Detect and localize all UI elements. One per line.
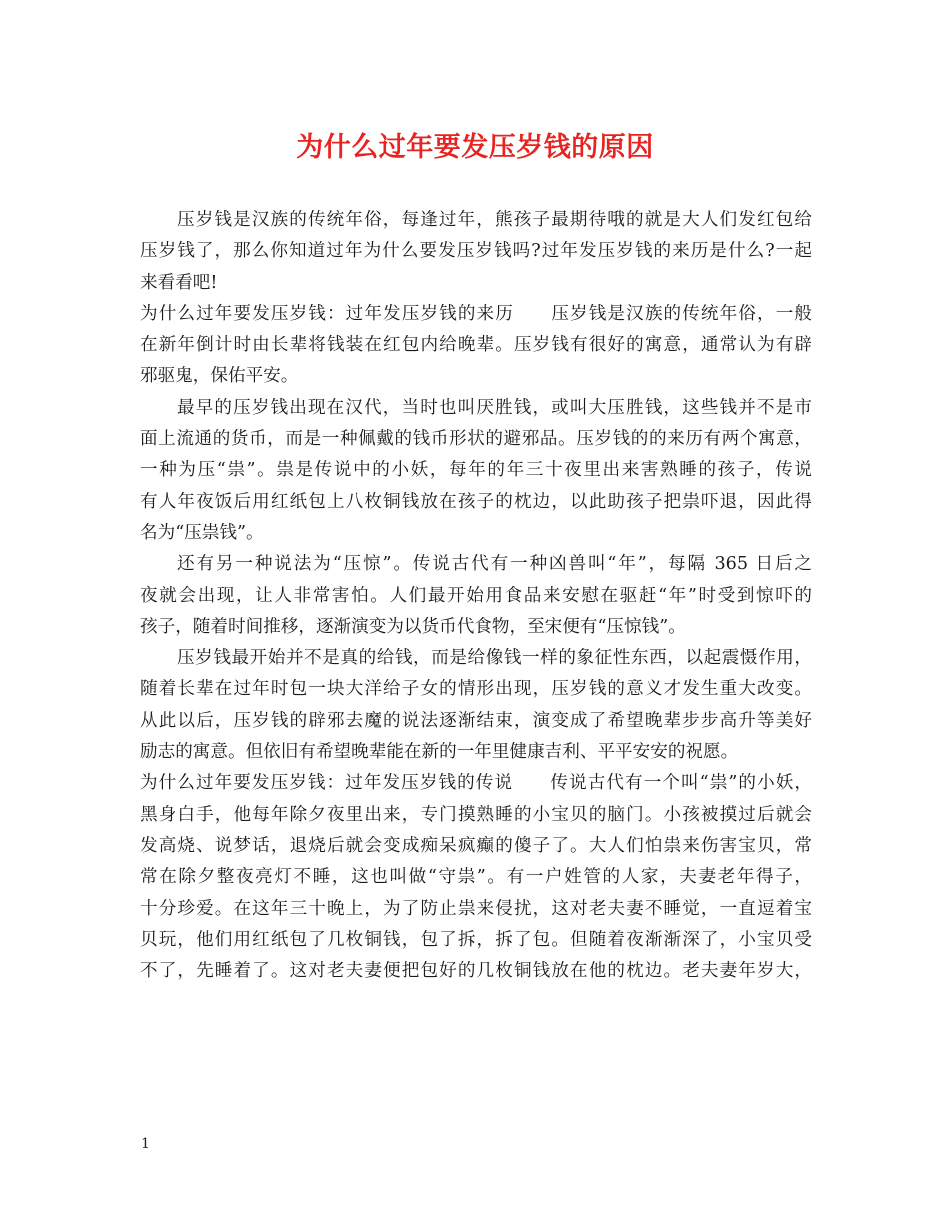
paragraph-line: 常在除夕整夜亮灯不睡，这也叫做“守祟”。有一户姓管的人家，夫妻老年得子， <box>140 867 812 888</box>
paragraph-line: 为什么过年要发压岁钱：过年发压岁钱的来历 压岁钱是汉族的传统年俗，一般 <box>140 303 812 324</box>
paragraph-line: 夜就会出现，让人非常害怕。人们最开始用食品来安慰在驱赶“年”时受到惊吓的 <box>140 585 812 606</box>
paragraph-line: 为什么过年要发压岁钱：过年发压岁钱的传说 传说古代有一个叫“祟”的小妖， <box>140 773 812 794</box>
paragraph-line: 励志的寓意。但依旧有希望晚辈能在新的一年里健康吉利、平平安安的祝愿。 <box>140 742 739 763</box>
paragraph-line: 在新年倒计时由长辈将钱装在红包内给晚辈。压岁钱有很好的寓意，通常认为有辟 <box>140 335 812 356</box>
paragraph-line: 还有另一种说法为“压惊”。传说古代有一种凶兽叫“年”，每隔 365 日后之 <box>177 554 812 575</box>
paragraph-line: 一种为压“祟”。祟是传说中的小妖，每年的年三十夜里出来害熟睡的孩子，传说 <box>140 460 812 481</box>
paragraph-line: 发高烧、说梦话，退烧后就会变成痴呆疯癫的傻子了。大人们怕祟来伤害宝贝，常 <box>140 835 812 856</box>
paragraph-line: 最早的压岁钱出现在汉代，当时也叫厌胜钱，或叫大压胜钱，这些钱并不是市 <box>177 397 812 418</box>
paragraph-line: 压岁钱最开始并不是真的给钱，而是给像钱一样的象征性东西，以起震慑作用， <box>177 648 812 669</box>
paragraph-line: 随着长辈在过年时包一块大洋给子女的情形出现，压岁钱的意义才发生重大改变。 <box>140 679 812 700</box>
paragraph-line: 邪驱鬼，保佑平安。 <box>140 366 299 387</box>
paragraph-line: 压岁钱了，那么你知道过年为什么要发压岁钱吗?过年发压岁钱的来历是什么?一起 <box>140 241 812 262</box>
paragraph-line: 黑身白手，他每年除夕夜里出来，专门摸熟睡的小宝贝的脑门。小孩被摸过后就会 <box>140 804 812 825</box>
document-title: 为什么过年要发压岁钱的原因 <box>296 132 654 163</box>
paragraph-line: 压岁钱是汉族的传统年俗，每逢过年，熊孩子最期待哦的就是大人们发红包给 <box>177 210 812 230</box>
paragraph-line: 名为“压祟钱”。 <box>140 522 264 543</box>
paragraph-line: 来看看吧! <box>140 272 218 293</box>
paragraph-line: 孩子，随着时间推移，逐渐演变为以货币代食物，至宋便有“压惊钱”。 <box>140 616 686 637</box>
paragraph-line: 不了，先睡着了。这对老夫妻便把包好的几枚铜钱放在他的枕边。老夫妻年岁大， <box>140 961 812 982</box>
document-body <box>140 205 812 987</box>
paragraph-line: 面上流通的货币，而是一种佩戴的钱币形状的避邪品。压岁钱的的来历有两个寓意， <box>140 429 812 450</box>
paragraph-line: 十分珍爱。在这年三十晚上，为了防止祟来侵扰，这对老夫妻不睡觉，一直逗着宝 <box>140 898 812 919</box>
paragraph-line: 有人年夜饭后用红纸包上八枚铜钱放在孩子的枕边，以此助孩子把祟吓退，因此得 <box>140 491 812 512</box>
paragraph-line: 贝玩，他们用红纸包了几枚铜钱，包了拆，拆了包。但随着夜渐渐深了，小宝贝受 <box>140 929 812 950</box>
page-number: 1 <box>141 1136 150 1152</box>
paragraph-line: 从此以后，压岁钱的辟邪去魔的说法逐渐结束，演变成了希望晚辈步步高升等美好 <box>140 710 812 731</box>
